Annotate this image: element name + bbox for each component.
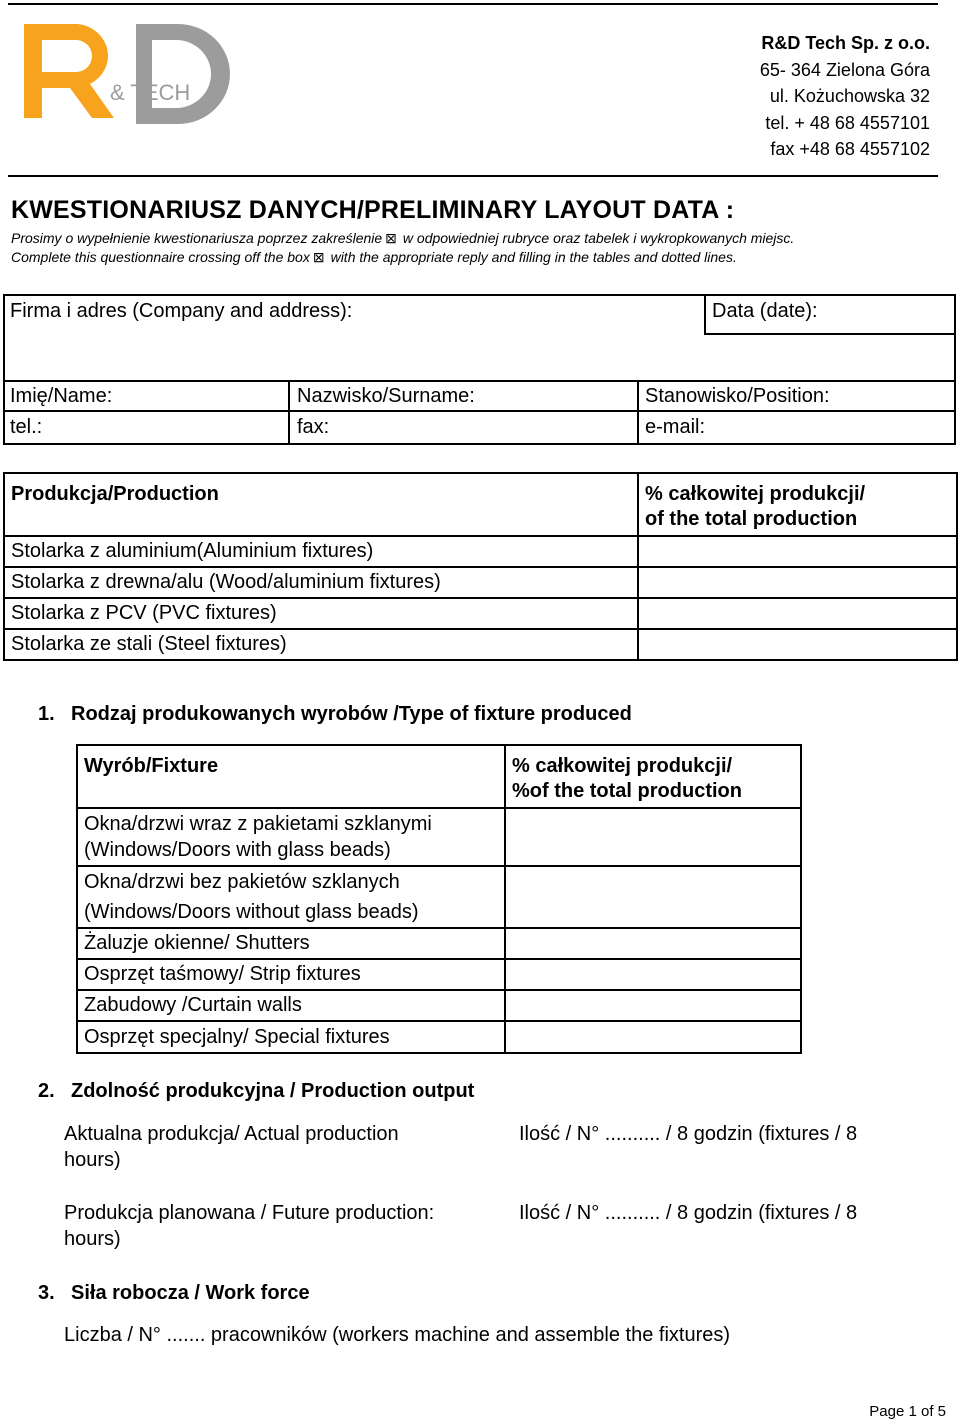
surname-label: Nazwisko/Surname:	[297, 385, 475, 407]
table-row	[77, 808, 801, 866]
instruction-en	[11, 249, 737, 266]
name-label: Imię/Name:	[10, 385, 113, 407]
section-2-title: Zdolność produkcyjna / Production output	[71, 1080, 475, 1102]
production-table	[3, 472, 958, 661]
section-3-heading	[38, 1282, 310, 1305]
section-1-heading	[38, 703, 632, 726]
table-row	[77, 1021, 801, 1053]
header-rule	[8, 175, 938, 177]
percent-header-line1: % całkowitej produkcji/	[645, 483, 866, 505]
col-divider-1	[288, 380, 290, 445]
production-percent-header	[638, 473, 957, 536]
production-header-label: Produkcja/Production	[11, 483, 219, 505]
instruction-en-after: with the appropriate reply and filling in the tables and dotted lines.	[330, 249, 737, 265]
instruction-pl	[11, 230, 794, 247]
fixture-type-line1: Okna/drzwi bez pakietów szklanych	[84, 871, 400, 893]
actual-production-label: Aktualna produkcja/ Actual production	[64, 1123, 399, 1145]
future-production-qty[interactable]: Ilość / N° .......... / 8 godzin (fixtures / 8	[519, 1202, 858, 1224]
top-rule	[8, 3, 938, 5]
table-row	[4, 567, 957, 598]
production-percent-input[interactable]	[638, 598, 957, 629]
future-production-label: Produkcja planowana / Future production:	[64, 1202, 435, 1224]
table-row	[77, 959, 801, 990]
fixture-type-line2: (Windows/Doors with glass beads)	[84, 839, 391, 861]
company-tel: tel. + 48 68 4557101	[765, 112, 930, 133]
fixture-percent-header-line1: % całkowitej produkcji/	[512, 755, 733, 777]
instruction-pl-after: w odpowiedniej rubryce oraz tabelek i wykropkowanych miejsc.	[402, 230, 795, 246]
section-1-number: 1.	[38, 703, 55, 725]
fixture-type-line1: Okna/drzwi wraz z pakietami szklanymi	[84, 813, 432, 835]
fixture-percent-input[interactable]	[505, 1021, 801, 1053]
col-divider-2	[637, 380, 639, 445]
fixture-header	[77, 745, 505, 808]
table-row	[4, 629, 957, 660]
fixture-type-cell	[77, 866, 505, 928]
fixture-type-cell: Osprzęt taśmowy/ Strip fixtures	[77, 959, 505, 990]
table-row	[4, 598, 957, 629]
fixture-type-cell: Zabudowy /Curtain walls	[77, 990, 505, 1021]
instruction-en-before: Complete this questionnaire crossing off the box	[11, 249, 310, 265]
section-3-title: Siła robocza / Work force	[71, 1282, 310, 1304]
table-row	[77, 866, 801, 928]
table-row	[4, 536, 957, 567]
fixture-percent-header-line2: %of the total production	[512, 780, 742, 802]
crossed-box-icon: ⊠	[312, 249, 325, 265]
fixture-header-label: Wyrób/Fixture	[84, 755, 219, 777]
company-fax: fax +48 68 4557102	[770, 139, 930, 159]
actual-production-hours: hours)	[64, 1149, 121, 1171]
workforce-line[interactable]: Liczba / N° ....... pracowników (workers machine and assemble the fixtures)	[64, 1324, 731, 1346]
future-production-hours: hours)	[64, 1228, 121, 1250]
tel-label: tel.:	[10, 416, 43, 438]
date-label: Data (date):	[712, 300, 818, 322]
fixture-table	[76, 744, 802, 1054]
production-percent-input[interactable]	[638, 567, 957, 598]
email-label: e-mail:	[645, 416, 706, 438]
contact-table	[3, 294, 956, 445]
fixture-percent-input[interactable]	[505, 866, 801, 928]
fixture-percent-header	[505, 745, 801, 808]
company-address	[760, 30, 930, 163]
fixture-percent-input[interactable]	[505, 928, 801, 959]
production-type-cell: Stolarka ze stali (Steel fixtures)	[4, 629, 638, 660]
table-row	[77, 928, 801, 959]
production-type-cell: Stolarka z PCV (PVC fixtures)	[4, 598, 638, 629]
section-2-number: 2.	[38, 1080, 55, 1102]
page-title: KWESTIONARIUSZ DANYCH/PRELIMINARY LAYOUT DATA :	[11, 196, 735, 224]
company-postal: 65- 364 Zielona Góra	[759, 59, 930, 80]
production-percent-input[interactable]	[638, 536, 957, 567]
section-2-heading	[38, 1080, 474, 1103]
row-divider	[3, 410, 956, 412]
company-address-label: Firma i adres (Company and address):	[10, 300, 353, 322]
fax-label: fax:	[297, 416, 330, 438]
fixture-percent-input[interactable]	[505, 959, 801, 990]
instruction-pl-before: Prosimy o wypełnienie kwestionariusza poprzez zakreślenie	[11, 230, 383, 246]
logo-tech-text: & TECH	[110, 80, 191, 105]
crossed-box-icon: ⊠	[385, 230, 397, 246]
section-3-number: 3.	[38, 1282, 55, 1304]
logo-letter-d	[136, 24, 230, 124]
company-name: R&D Tech Sp. z o.o.	[761, 33, 930, 53]
percent-header-line2: of the total production	[645, 508, 858, 530]
production-header	[4, 473, 638, 536]
logo-letter-r	[24, 24, 114, 118]
company-street: ul. Kożuchowska 32	[769, 86, 930, 106]
section-1-title: Rodzaj produkowanych wyrobów /Type of fixture produced	[71, 703, 632, 725]
production-type-cell: Stolarka z drewna/alu (Wood/aluminium fixtures)	[4, 567, 638, 598]
company-logo	[18, 18, 240, 124]
actual-production-qty[interactable]: Ilość / N° .......... / 8 godzin (fixtures / 8	[519, 1123, 858, 1145]
production-percent-input[interactable]	[638, 629, 957, 660]
page-number: Page 1 of 5	[869, 1403, 946, 1420]
fixture-percent-input[interactable]	[505, 808, 801, 866]
fixture-type-line2: (Windows/Doors without glass beads)	[84, 901, 419, 923]
fixture-percent-input[interactable]	[505, 990, 801, 1021]
fixture-type-cell: Osprzęt specjalny/ Special fixtures	[77, 1021, 505, 1053]
table-row	[77, 990, 801, 1021]
production-type-cell: Stolarka z aluminium(Aluminium fixtures)	[4, 536, 638, 567]
fixture-type-cell	[77, 808, 505, 866]
fixture-type-cell: Żaluzje okienne/ Shutters	[77, 928, 505, 959]
position-label: Stanowisko/Position:	[645, 385, 830, 407]
